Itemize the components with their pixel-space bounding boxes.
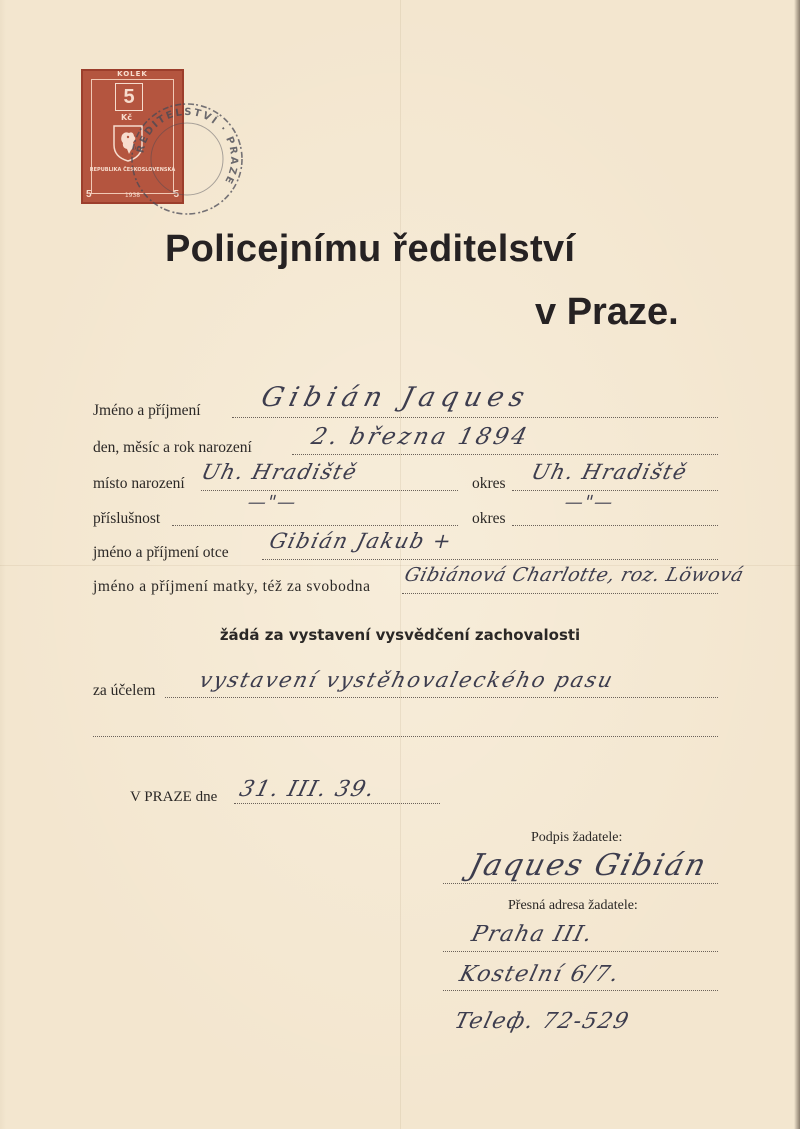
birth-date-value: 2. března 1894 [308,424,533,450]
father-value: Gibián Jakub + [267,529,456,553]
district-dotted-line [512,490,718,491]
request-text: žádá za vystavení vysvědčení zachovalosti [219,626,581,644]
birth-date-dotted-line [292,454,718,455]
date-dotted-line [234,803,440,804]
stamp-corner-right: 5 [173,189,179,200]
svg-text:ŘEDITELSTVÍ · PRAZE: ŘEDITELSTVÍ · PRAZE [135,106,240,187]
postmark-icon [128,100,246,218]
domicile-label: příslušnost [93,510,161,527]
birth-place-dotted-line [201,490,458,491]
father-dotted-line [262,559,718,560]
domicile-dotted-line [172,525,458,526]
heading-line-1: Policejnímu ředitelství [165,228,576,270]
purpose-second-dotted-line [93,736,718,737]
address-line-2: Kostelní 6/7. [456,962,623,987]
address-line-3: Teleф. 72-529 [451,1009,633,1034]
district-label: okres [472,475,506,492]
address-dotted-line-2 [443,990,718,991]
stamp-corner-left: 5 [86,189,92,200]
stamp-value: 5 [115,83,143,111]
purpose-dotted-line [165,697,718,698]
mother-value: Gibiánová Charlotte, roz. Löwová [402,564,747,586]
paper-edge-shadow [794,0,800,1129]
signature-label: Podpis žadatele: [531,830,623,845]
domicile-value: —"— [245,492,300,513]
district2-dotted-line [512,525,718,526]
birth-place-label: místo narození [93,475,185,492]
signature-dotted-line [443,883,718,884]
heading-line-2: v Praze. [535,291,679,333]
signature-value: Jaques Gibián [465,848,712,883]
birth-date-label: den, měsíc a rok narození [93,439,252,456]
birth-place-value: Uh. Hradiště [199,460,361,484]
address-label: Přesná adresa žadatele: [508,898,638,913]
address-dotted-line-1 [443,951,718,952]
stamp-bottom-text: 1938 [124,192,141,199]
stamp-top-text: KOLEK [117,70,148,78]
date-value: 31. III. 39. [236,777,379,802]
name-label: Jméno a příjmení [93,402,201,419]
purpose-value: vystavení vystěhovaleckého pasu [197,668,617,692]
name-dotted-line [232,417,718,418]
date-label: V PRAZE dne [130,789,218,805]
district-value: Uh. Hradiště [529,460,691,484]
district2-value: —"— [562,492,617,513]
mother-label: jméno a příjmení matky, též za svobodna [93,578,371,595]
stamp-republic-text: REPUBLIKA ČESKOSLOVENSKÁ [89,167,176,173]
mother-dotted-line [402,593,718,594]
father-label: jméno a příjmení otce [93,544,229,561]
address-line-1: Praha III. [468,922,596,947]
stamp-currency: Kč [121,113,132,122]
purpose-label: za účelem [93,682,156,699]
name-value: Gibián Jaques [258,382,534,413]
district2-label: okres [472,510,506,527]
